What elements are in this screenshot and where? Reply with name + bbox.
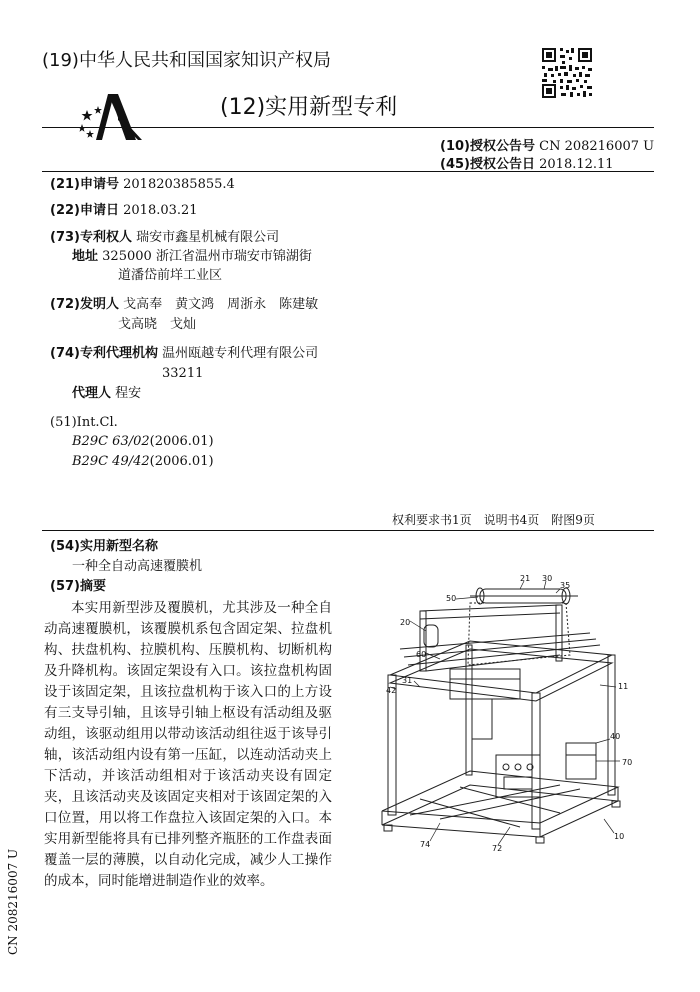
figure-label: 20: [400, 618, 411, 627]
patentee-label: (73)专利权人: [50, 230, 132, 245]
agent-row: [72, 385, 141, 403]
figure-label: 72: [492, 844, 503, 853]
figure-label: 50: [446, 594, 457, 603]
title-label-text: (54)实用新型名称: [50, 539, 158, 554]
figure-label: 74: [420, 840, 431, 849]
utility-model-title: 一种全自动高速覆膜机: [72, 559, 203, 574]
upright-posts: [388, 605, 615, 829]
figure-label: 31: [402, 676, 413, 685]
publication-date-label: (45)授权公告日: [440, 157, 535, 172]
address-row: [72, 248, 312, 266]
figure-label: 70: [622, 758, 633, 767]
intcl-row: [72, 453, 214, 471]
abstract-label: [50, 578, 106, 596]
figure-label: 21: [520, 575, 531, 583]
intcl-date: (2006.01): [149, 434, 214, 449]
application-date-label: (22)申请日: [50, 203, 119, 218]
address-label: 地址: [72, 249, 99, 264]
publication-number: CN 208216007 U: [539, 139, 655, 154]
address-line-1: 325000 浙江省温州市瑞安市锦湖街: [102, 249, 312, 264]
application-date: 2018.03.21: [123, 203, 198, 218]
agency-line-2: 33211: [162, 366, 204, 381]
carriage: [450, 669, 520, 739]
header-rule: [42, 127, 654, 128]
application-date-row: [50, 202, 198, 220]
inventors-line-2: 戈高晓 戈灿: [118, 317, 197, 332]
application-number-row: [50, 176, 235, 194]
patentee-row: [50, 229, 279, 247]
agent-label: 代理人: [72, 386, 112, 401]
intcl-row: [72, 433, 214, 451]
inventors-label: (72)发明人: [50, 297, 119, 312]
publication-number-row: [440, 135, 654, 154]
publication-date-row: [440, 153, 614, 172]
film-roll: [470, 588, 578, 604]
intcl-code: B29C 63/02: [72, 434, 150, 449]
figure-label: 35: [560, 581, 571, 590]
abstract-label-text: (57)摘要: [50, 579, 106, 594]
inventors-row: [50, 296, 318, 314]
base-frame: [382, 771, 618, 837]
application-number: 201820385855.4: [123, 177, 235, 192]
inventors-line-1: 戈高奉 黄文鸿 周浙永 陈建敏: [123, 297, 319, 312]
publication-number-label: (10)授权公告号: [440, 139, 535, 154]
office-name: (19)中华人民共和国国家知识产权局: [42, 50, 331, 71]
abstract-text: 本实用新型涉及覆膜机，尤其涉及一种全自动高速覆膜机，该覆膜机系包含固定架、拉盘机构、扶盘机构、拉膜机构、压膜机构、切断机构及升降机构。该固定架设有入口。该拉盘机构固设于该固定架，且该拉盘机构于该入口的上方设有三支导引轴，且该导引轴上枢设有活动组及驱动组，该驱动组用以带动该活动组往返于该导引轴，该活动组内设有第一压缸，以连动活动夹上下活动，并该活动组相对于该活动夹设有固定夹，且该活动夹及该固定夹相对于该固定架的入口位置，用以将工作盘拉入该固定架的入口。本实用新型能将具有已排列整齐瓶胚的工作盘表面覆盖一层的薄膜，以自动化完成，减少人工操作的成本，同时能增进制造作业的效率。: [44, 600, 332, 889]
application-number-label: (21)申请号: [50, 177, 119, 192]
qr-code-icon: [540, 46, 594, 100]
side-publication-number-text: CN 208216007 U: [6, 848, 20, 955]
figure-label: 42: [386, 686, 397, 695]
intcl-code: B29C 49/42: [72, 454, 150, 469]
intcl-label: (51)Int.Cl.: [50, 415, 118, 430]
patentee: 瑞安市鑫星机械有限公司: [136, 230, 280, 245]
document-type: (12)实用新型专利: [220, 95, 398, 120]
pages-info: 权利要求书1页 说明书4页 附图9页: [392, 513, 595, 527]
agency-label: (74)专利代理机构: [50, 346, 158, 361]
side-publication-number: [2, 835, 30, 955]
guide-shafts: [400, 633, 600, 665]
intcl-date: (2006.01): [149, 454, 214, 469]
pages-rule: [42, 530, 654, 531]
figure-label: 60: [416, 650, 427, 659]
figure-label: 11: [618, 682, 629, 691]
side-motor: [566, 743, 596, 779]
publication-date: 2018.12.11: [539, 157, 614, 172]
figure-label: 10: [614, 832, 625, 841]
agency-row: [50, 345, 318, 363]
cnipa-logo-icon: [78, 92, 148, 144]
agency-line-1: 温州瓯越专利代理有限公司: [162, 346, 319, 361]
address-line-2: 道潘岱前垟工业区: [118, 268, 223, 283]
figure-label: 40: [610, 732, 621, 741]
figure-label: 30: [542, 575, 553, 583]
agent: 程安: [115, 386, 142, 401]
biblio-rule: [42, 171, 654, 172]
representative-drawing: [360, 575, 640, 853]
title-label: [50, 538, 158, 556]
